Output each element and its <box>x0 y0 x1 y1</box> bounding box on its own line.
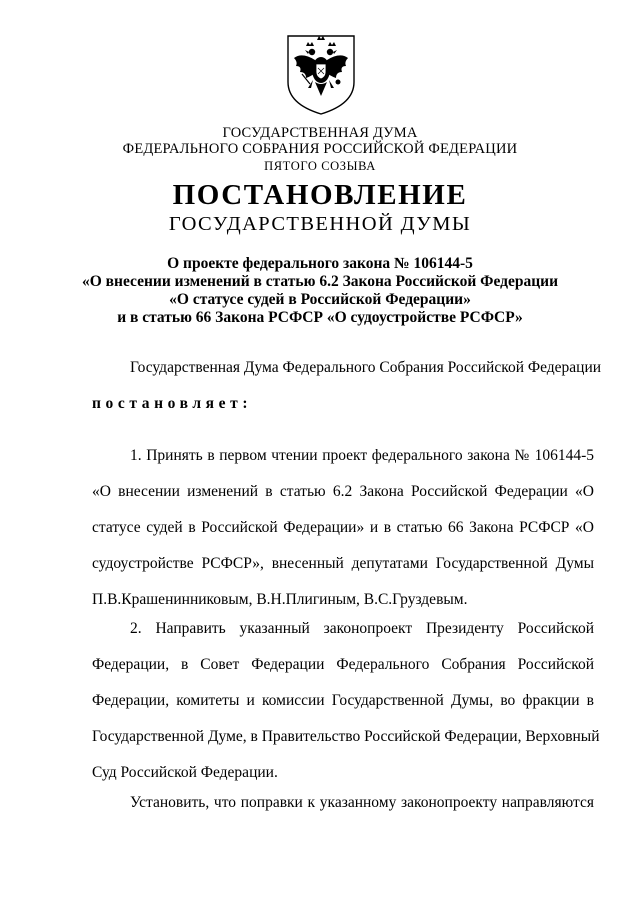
document-title: ПОСТАНОВЛЕНИЕ <box>172 179 468 211</box>
heading-line-4: и в статью 66 Закона РСФСР «О судоустройстве РСФСР» <box>117 309 523 326</box>
paragraph-1-line: статусе судей в Российской Федерации» и в статью 66 Закона РСФСР «О <box>92 519 594 536</box>
intro-text: Государственная Дума Федерального Собрания Российской Федерации <box>130 359 602 376</box>
paragraph-3-line: Установить, что поправки к указанному законопроекту направляются <box>130 794 594 811</box>
paragraph-1-line: П.В.Крашенинниковым, В.Н.Плигиным, В.С.Груздевым. <box>92 591 468 608</box>
heading-line-1: О проекте федерального закона № 106144-5 <box>167 255 473 272</box>
paragraph-2-line: 2. Направить указанный законопроект Президенту Российской <box>130 620 594 637</box>
paragraph-2-line: Государственной Думе, в Правительство Российской Федерации, Верховный <box>92 728 600 745</box>
paragraph-2-line: Федерации, комитеты и комиссии Государственной Думы, во фракции в <box>92 692 594 709</box>
heading-line-2: «О внесении изменений в статью 6.2 Закона Российской Федерации <box>81 273 559 290</box>
org-line-convocation: ПЯТОГО СОЗЫВА <box>264 159 376 173</box>
resolves-text: постановляет: <box>92 395 253 412</box>
org-line-duma: ГОСУДАРСТВЕННАЯ ДУМА <box>222 125 418 141</box>
paragraph-1-line: судоустройстве РСФСР», внесенный депутатами Государственной Думы <box>92 555 594 572</box>
paragraph-2-line: Суд Российской Федерации. <box>92 764 278 781</box>
state-emblem-icon <box>282 30 360 116</box>
org-line-assembly: ФЕДЕРАЛЬНОГО СОБРАНИЯ РОССИЙСКОЙ ФЕДЕРАЦИИ <box>122 141 518 157</box>
heading-line-3: «О статусе судей в Российской Федерации» <box>169 291 471 308</box>
paragraph-1-line: «О внесении изменений в статью 6.2 Закона Российской Федерации «О <box>92 483 594 500</box>
paragraph-2-line: Федерации, в Совет Федерации Федерального Собрания Российской <box>92 656 594 673</box>
paragraph-1-line: 1. Принять в первом чтении проект федерального закона № 106144-5 <box>130 447 594 464</box>
document-subtitle: ГОСУДАРСТВЕННОЙ ДУМЫ <box>168 213 472 235</box>
